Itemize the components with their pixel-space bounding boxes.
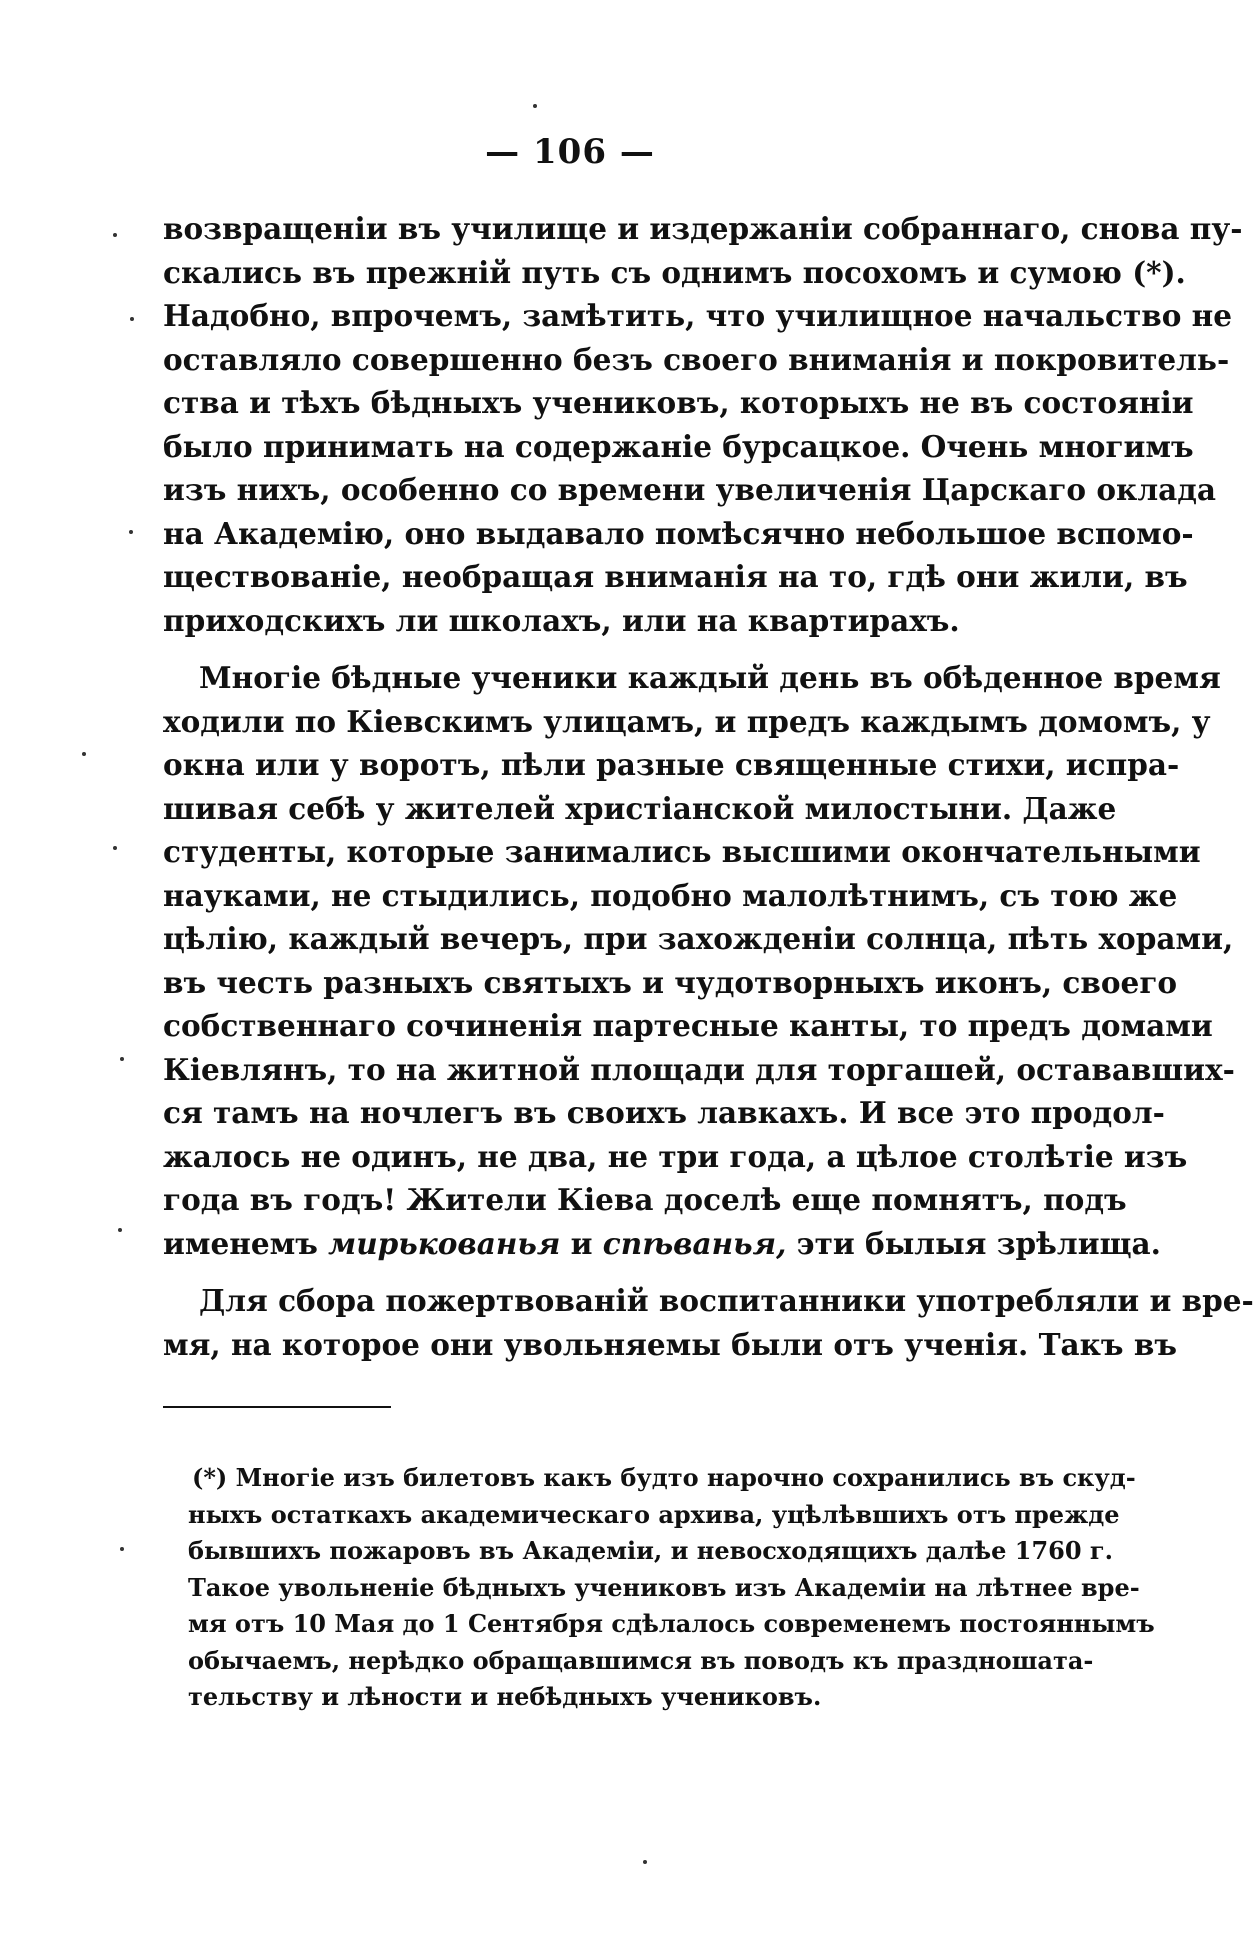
text-line: ществованіе, необращая вниманія на то, гдѣ они жили, въ [163, 559, 1188, 594]
scan-speck [82, 752, 86, 756]
footnote-line: ныхъ остаткахъ академическаго архива, уцѣлѣвшихъ отъ прежде [188, 1499, 1120, 1529]
text-line: въ честь разныхъ святыхъ и чудотворныхъ иконъ, своего [163, 964, 1178, 1000]
text-line: оставляло совершенно безъ своего вниманія и покровитель- [163, 341, 1230, 377]
text-line: мя, на которое они увольняемы были отъ ученія. Такъ въ [163, 1326, 1177, 1362]
footnote-line: (*) Многіе изъ билетовъ какъ будто нарочно сохранились въ скуд- [192, 1463, 1136, 1492]
text-line: изъ нихъ, особенно со времени увеличенія Царскаго оклада [163, 472, 1217, 507]
footnote-line: тельству и лѣности и небѣдныхъ учениковъ. [188, 1682, 822, 1711]
text-line: года въ годъ! Жители Кіева доселѣ еще помнятъ, подъ [163, 1182, 1127, 1217]
footnote-line: обычаемъ, нерѣдко обращавшимся въ поводъ къ праздношата- [188, 1645, 1094, 1675]
scan-speck [113, 846, 117, 850]
text-line: студенты, которые занимались высшими окончательными [163, 834, 1201, 869]
scan-speck [643, 1860, 647, 1864]
scan-speck [129, 530, 133, 534]
text-line: было принимать на содержаніе бурсацкое. Очень многимъ [163, 428, 1194, 464]
scan-speck [118, 1228, 122, 1232]
text-line-closing [163, 1222, 1161, 1266]
paragraph-gap [163, 1265, 1018, 1279]
closing-suffix: эти былыя зрѣлища. [796, 1225, 1161, 1261]
footnote-line: Такое увольненіе бѣдныхъ учениковъ изъ Академіи на лѣтнее вре- [188, 1572, 1140, 1602]
paragraph-1 [163, 207, 1243, 642]
paragraph-3 [163, 1279, 1254, 1366]
text-line: жалось не одинъ, не два, не три года, а цѣлое столѣтіе изъ [163, 1138, 1188, 1174]
scan-speck [130, 317, 134, 321]
text-line: на Академію, оно выдавало помѣсячно небольшое вспомо- [163, 515, 1194, 551]
paragraph-2 [163, 656, 1235, 1265]
closing-conjunction: и [570, 1225, 593, 1261]
text-line: возвращеніи въ училище и издержаніи собраннаго, снова пу- [163, 211, 1243, 246]
text-line: приходскихъ ли школахъ, или на квартирахъ. [163, 602, 960, 638]
closing-prefix: именемъ [163, 1225, 318, 1261]
text-line: науками, не стыдились, подобно малолѣтнимъ, съ тою же [163, 877, 1178, 913]
text-line: ходили по Кіевскимъ улицамъ, и предъ каждымъ домомъ, у [163, 703, 1211, 739]
scan-speck [120, 1547, 124, 1551]
text-line: Кіевлянъ, то на житной площади для торгашей, остававших- [163, 1051, 1235, 1087]
scan-speck [120, 1057, 124, 1061]
scan-speck [533, 104, 537, 108]
italic-term-mirkovanya: мирькованья [328, 1225, 561, 1261]
text-line: Многіе бѣдные ученики каждый день въ обѣденное время [199, 660, 1221, 695]
main-text [163, 207, 1254, 1366]
paragraph-gap [163, 642, 1018, 656]
page-number: — 106 — [485, 132, 655, 172]
text-line: собственнаго сочиненія партесные канты, то предъ домами [163, 1008, 1213, 1043]
text-line: окна или у воротъ, пѣли разные священные стихи, испра- [163, 747, 1180, 782]
footnote-separator-rule [163, 1406, 391, 1408]
footnote-line: бывшихъ пожаровъ въ Академіи, и невосходящихъ далѣе 1760 г. [188, 1536, 1113, 1565]
text-line: цѣлію, каждый вечеръ, при захожденіи солнца, пѣть хорами, [163, 921, 1234, 956]
text-line: скались въ прежній путь съ однимъ посохомъ и сумою (*). [163, 254, 1186, 290]
footnote [188, 1460, 1155, 1716]
text-line: ся тамъ на ночлегъ въ своихъ лавкахъ. И все это продол- [163, 1095, 1165, 1130]
footnote-line: мя отъ 10 Мая до 1 Сентября сдѣлалось современемъ постояннымъ [188, 1609, 1155, 1638]
scan-speck [113, 233, 117, 237]
text-line: шивая себѣ у жителей христіанской милостыни. Даже [163, 790, 1117, 826]
text-line: Для сбора пожертвованій воспитанники употребляли и вре- [199, 1283, 1254, 1318]
italic-term-spevanya: спѣванья, [602, 1225, 787, 1261]
text-line: ства и тѣхъ бѣдныхъ учениковъ, которыхъ не въ состояніи [163, 385, 1194, 420]
text-line: Надобно, впрочемъ, замѣтить, что училищное начальство не [163, 298, 1233, 333]
